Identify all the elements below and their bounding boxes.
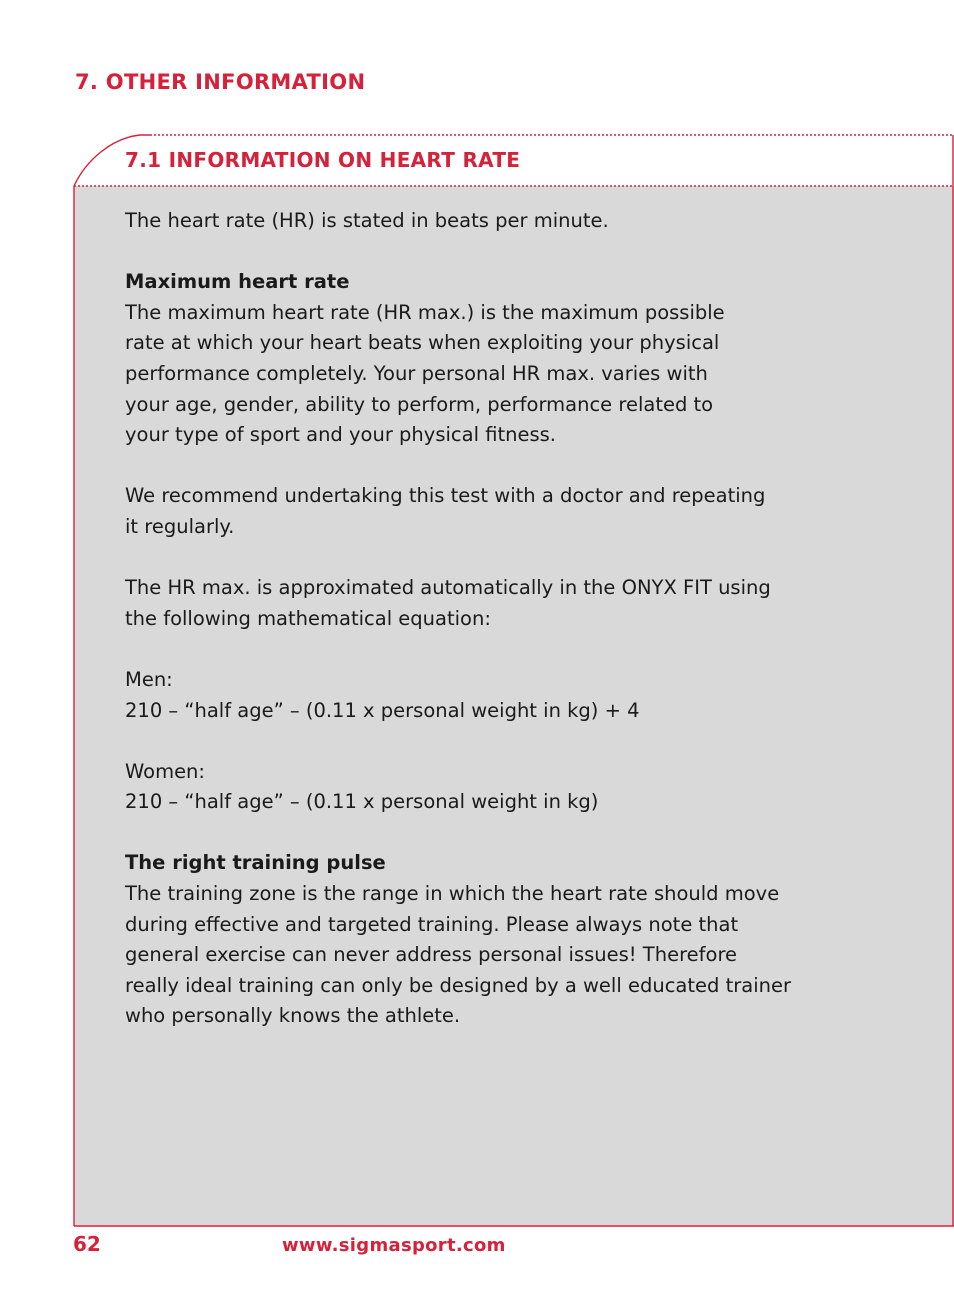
training-heading: The right training pulse [125,851,386,875]
chapter-title: 7. OTHER INFORMATION [75,70,366,94]
recommendation-paragraph: We recommend undertaking this test with a doctor and repeating it regularly. [125,484,766,538]
women-label: Women: [125,759,205,783]
max-hr-paragraph: The maximum heart rate (HR max.) is the maximum possible rate at which your heart beats when exploiting your physical performance completely. Your personal HR max. varies with your age, gender, ability to perform, performance related to your type of sport and your physical fitness. [125,300,725,447]
men-label: Men: [125,667,173,691]
approximation-paragraph: The HR max. is approximated automatically in the ONYX FIT using the following mathematical equation: [125,576,771,630]
page-number: 62 [73,1232,101,1256]
men-formula-block [125,665,855,726]
website-link[interactable]: www.sigmasport.com [282,1235,506,1256]
men-formula: 210 – “half age” – (0.11 x personal weight in kg) + 4 [125,698,640,722]
training-block [125,848,855,1032]
training-paragraph: The training zone is the range in which the heart rate should move during effective and targeted training. Please always note that general exercise can never address personal issues! Therefore really ideal training can only be designed by a well educated trainer who personally knows the athlete. [125,882,791,1028]
max-hr-block [125,267,855,451]
max-hr-heading: Maximum heart rate [125,270,350,294]
women-formula-block [125,757,855,818]
intro-paragraph: The heart rate (HR) is stated in beats per minute. [125,209,609,232]
section-title: 7.1 INFORMATION ON HEART RATE [125,148,521,172]
women-formula: 210 – “half age” – (0.11 x personal weight in kg) [125,790,599,814]
section-content [125,206,855,1063]
